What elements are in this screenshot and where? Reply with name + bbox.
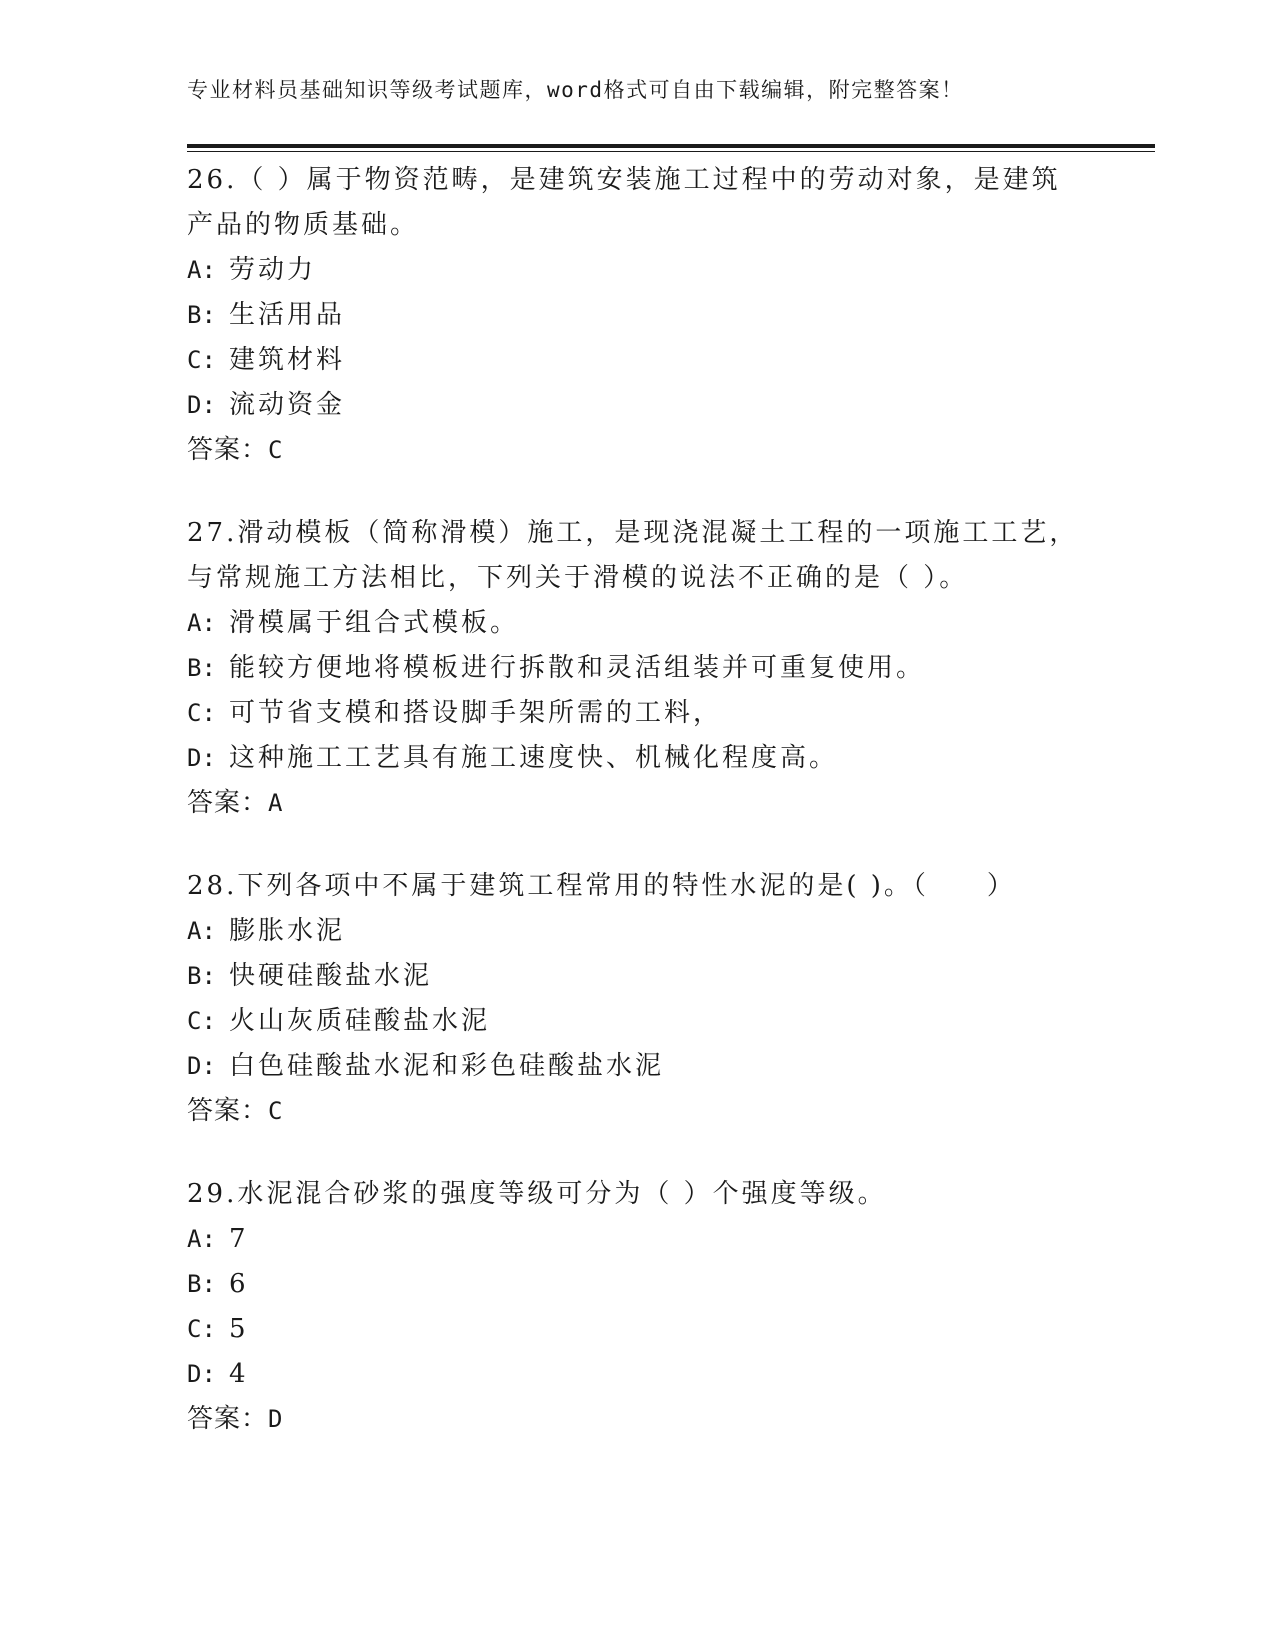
option-text: 膨胀水泥 [229, 916, 346, 946]
document-header: 专业材料员基础知识等级考试题库，word格式可自由下载编辑，附完整答案！ [187, 78, 964, 102]
option-letter: D: [187, 1360, 216, 1388]
answer-line [187, 1397, 1087, 1442]
answer-label: 答案： [187, 788, 269, 818]
option-d [187, 1352, 1087, 1397]
question-list [187, 158, 1087, 1480]
option-b [187, 1262, 1087, 1307]
question-stem: 29.水泥混合砂浆的强度等级可分为（ ）个强度等级。 [187, 1179, 887, 1209]
option-b [187, 646, 1087, 691]
option-text: 可节省支模和搭设脚手架所需的工料， [229, 698, 723, 728]
option-letter: A: [187, 256, 216, 284]
option-text: 这种施工工艺具有施工速度快、机械化程度高。 [229, 743, 839, 773]
option-letter: D: [187, 744, 216, 772]
option-letter: C: [187, 1007, 216, 1035]
header-rule-thin [187, 151, 1155, 152]
option-letter: D: [187, 391, 216, 419]
option-text: 生活用品 [229, 300, 346, 330]
answer-value: C [268, 436, 284, 464]
option-a [187, 1217, 1087, 1262]
option-letter: A: [187, 917, 216, 945]
option-letter: C: [187, 346, 216, 374]
option-text: 流动资金 [229, 390, 346, 420]
option-c [187, 338, 1087, 383]
option-letter: A: [187, 609, 216, 637]
option-letter: B: [187, 962, 216, 990]
question-stem: 27.滑动模板（简称滑模）施工，是现浇混凝土工程的一项施工工艺，与常规施工方法相比，下列关于滑模的说法不正确的是（ ）。 [187, 518, 1079, 593]
question-28 [187, 864, 1087, 1134]
option-a [187, 248, 1087, 293]
question-stem: 28.下列各项中不属于建筑工程常用的特性水泥的是( )。（ ） [187, 871, 1016, 901]
option-text: 快硬硅酸盐水泥 [229, 961, 433, 991]
question-29 [187, 1172, 1087, 1442]
question-stem: 26.（ ）属于物资范畴，是建筑安装施工过程中的劳动对象，是建筑产品的物质基础。 [187, 165, 1061, 240]
option-a [187, 909, 1087, 954]
option-letter: B: [187, 1270, 216, 1298]
answer-label: 答案： [187, 1096, 269, 1126]
option-d [187, 736, 1087, 781]
answer-line [187, 1089, 1087, 1134]
answer-label: 答案： [187, 435, 269, 465]
option-c [187, 691, 1087, 736]
option-letter: D: [187, 1052, 216, 1080]
question-26 [187, 158, 1087, 473]
option-text: 滑模属于组合式模板。 [229, 608, 520, 638]
option-text: 7 [229, 1224, 249, 1254]
option-text: 4 [229, 1359, 249, 1389]
option-d [187, 1044, 1087, 1089]
answer-value: D [268, 1405, 284, 1433]
option-b [187, 293, 1087, 338]
option-text: 火山灰质硅酸盐水泥 [229, 1006, 491, 1036]
option-d [187, 383, 1087, 428]
header-rule-thick [187, 144, 1155, 148]
option-letter: B: [187, 654, 216, 682]
option-letter: B: [187, 301, 216, 329]
question-27 [187, 511, 1087, 826]
answer-line [187, 428, 1087, 473]
option-c [187, 1307, 1087, 1352]
answer-value: C [268, 1097, 284, 1125]
option-c [187, 999, 1087, 1044]
answer-value: A [268, 789, 284, 817]
option-a [187, 601, 1087, 646]
answer-line [187, 781, 1087, 826]
option-text: 白色硅酸盐水泥和彩色硅酸盐水泥 [229, 1051, 665, 1081]
option-text: 建筑材料 [229, 345, 346, 375]
option-letter: A: [187, 1225, 216, 1253]
option-text: 劳动力 [229, 255, 317, 285]
option-text: 5 [229, 1314, 249, 1344]
option-letter: C: [187, 699, 216, 727]
option-text: 能较方便地将模板进行拆散和灵活组装并可重复使用。 [229, 653, 926, 683]
option-b [187, 954, 1087, 999]
option-text: 6 [229, 1269, 249, 1299]
option-letter: C: [187, 1315, 216, 1343]
answer-label: 答案： [187, 1404, 269, 1434]
